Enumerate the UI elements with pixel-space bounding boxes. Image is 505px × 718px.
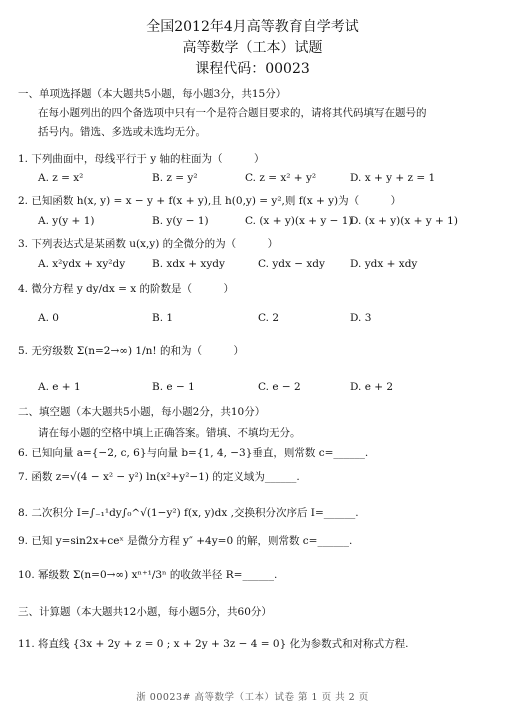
question-5-option-a: A. e + 1 [38, 381, 81, 393]
question-5-option-b: B. e − 1 [152, 381, 195, 393]
section1-heading: 一、单项选择题（本大题共5小题，每小题3分，共15分） [18, 88, 287, 100]
section2-heading: 二、填空题（本大题共5小题，每小题2分，共10分） [18, 406, 266, 418]
question-1-option-d: D. x + y + z = 1 [350, 172, 436, 184]
question-1-option-b: B. z = y² [152, 172, 198, 184]
question-1-option-a: A. z = x² [38, 172, 84, 184]
question-2-option-a: A. y(y + 1) [38, 215, 95, 227]
question-3-option-d: D. ydx + xdy [350, 258, 418, 270]
question-5-option-d: D. e + 2 [350, 381, 394, 393]
question-6: 6. 已知向量 a={−2, c, 6}与向量 b={1, 4, −3}垂直，则常数 c=______. [18, 447, 369, 459]
question-4-option-d: D. 3 [350, 312, 372, 324]
section2-instruction: 请在每小题的空格中填上正确答案。错填、不填均无分。 [38, 427, 301, 439]
question-4-option-a: A. 0 [38, 312, 59, 324]
question-3-option-a: A. x²ydx + xy²dy [38, 258, 126, 270]
question-3-option-c: C. ydx − xdy [258, 258, 325, 270]
question-4-option-b: B. 1 [152, 312, 174, 324]
question-2-stem: 2. 已知函数 h(x, y) = x − y + f(x + y),且 h(0,y) = y²,则 f(x + y)为（ ） [18, 195, 402, 207]
question-4-stem: 4. 微分方程 y dy/dx = x 的阶数是（ ） [18, 283, 235, 295]
section1-instruction-line1: 在每小题列出的四个备选项中只有一个是符合题目要求的，请将其代码填写在题号的 [38, 107, 427, 119]
exam-title: 全国2012年4月高等教育自学考试 [146, 19, 359, 35]
question-5-option-c: C. e − 2 [258, 381, 301, 393]
question-2-option-d: D. (x + y)(x + y + 1) [350, 215, 458, 227]
question-4-option-c: C. 2 [258, 312, 280, 324]
question-2-option-c: C. (x + y)(x + y − 1) [245, 215, 353, 227]
subject-title: 高等数学（工本）试题 [182, 40, 323, 56]
question-9: 9. 已知 y=sin2x+ceˣ 是微分方程 y″ +4y=0 的解，则常数 c=______. [18, 535, 353, 547]
question-5-stem: 5. 无穷级数 Σ(n=2→∞) 1/n! 的和为（ ） [18, 345, 244, 357]
section1-instruction-line2: 括号内。错选、多选或未选均无分。 [38, 126, 206, 138]
question-1-option-c: C. z = x² + y² [245, 172, 317, 184]
question-7: 7. 函数 z=√(4 − x² − y²) ln(x²+y²−1) 的定义域为______. [18, 471, 300, 483]
page-footer: 浙 00023# 高等数学（工本）试卷 第 1 页 共 2 页 [136, 692, 369, 703]
question-8: 8. 二次积分 I=∫₋₁¹dy∫₀^√(1−y²) f(x, y)dx ,交换积分次序后 I=______. [18, 507, 359, 519]
section3-heading: 三、计算题（本大题共12小题，每小题5分，共60分） [18, 606, 272, 618]
question-3-stem: 3. 下列表达式是某函数 u(x,y) 的全微分的为（ ） [18, 238, 279, 250]
question-1-stem: 1. 下列曲面中，母线平行于 y 轴的柱面为（ ） [18, 153, 265, 165]
course-code: 课程代码：00023 [195, 61, 310, 77]
question-2-option-b: B. y(y − 1) [152, 215, 209, 227]
question-11: 11. 将直线 {3x + 2y + z = 0 ; x + 2y + 3z − 4 = 0} 化为参数式和对称式方程. [18, 638, 409, 650]
question-10: 10. 幂级数 Σ(n=0→∞) xⁿ⁺¹/3ⁿ 的收敛半径 R=______. [18, 569, 278, 581]
question-3-option-b: B. xdx + xydy [152, 258, 225, 270]
